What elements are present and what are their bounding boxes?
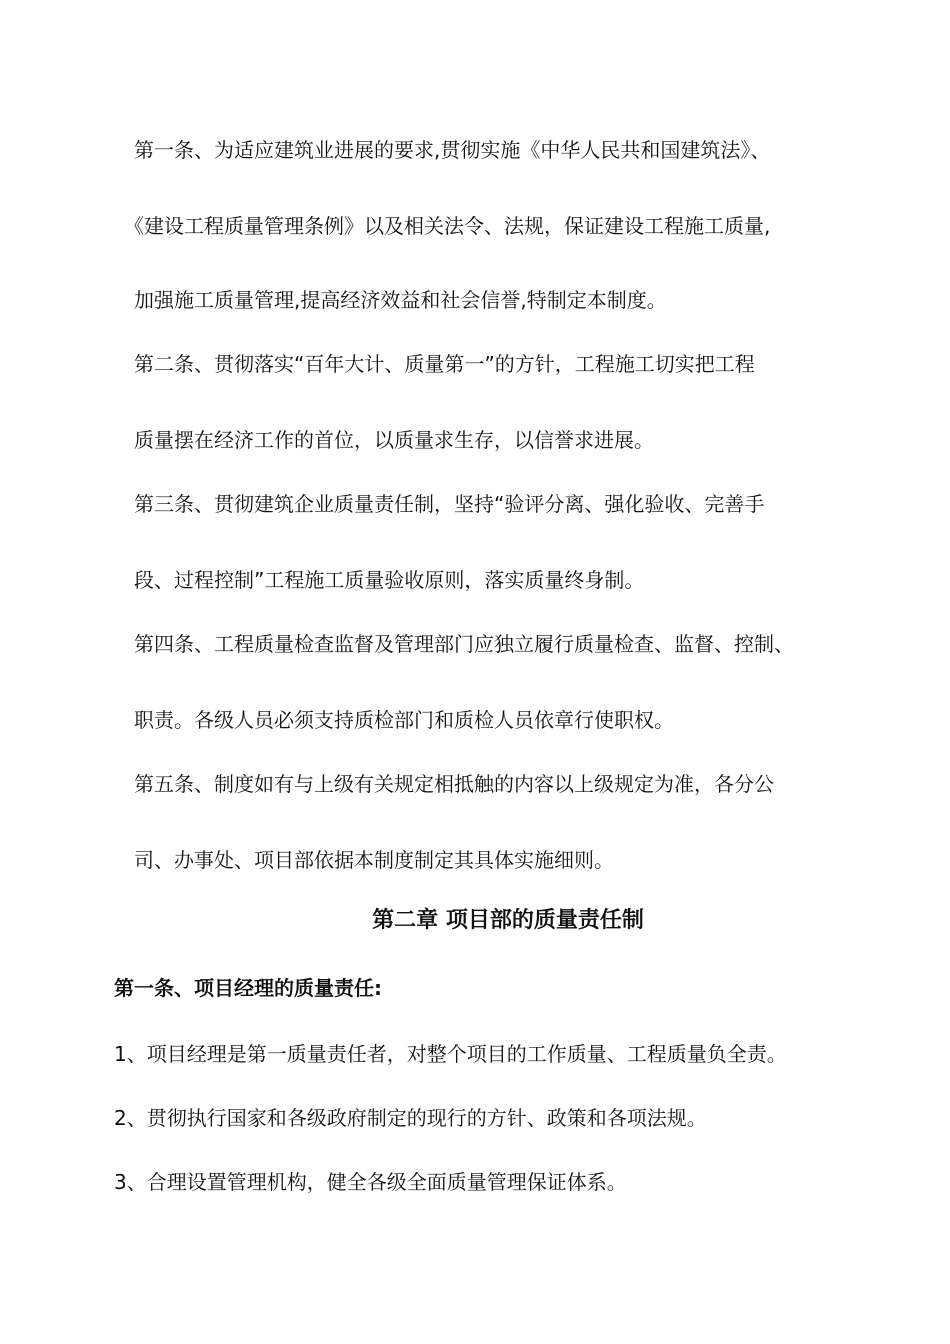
article3-line1: 第三条、贯彻建筑企业质量责任制，坚持“验评分离、强化验收、完善手: [134, 492, 765, 516]
article2-line2: 质量摆在经济工作的首位，以质量求生存，以信誉求进展。: [134, 428, 654, 452]
article3-line2: 段、过程控制”工程施工质量验收原则，落实质量终身制。: [134, 568, 645, 592]
section1-item-3: 3、合理设置管理机构，健全各级全面质量管理保证体系。: [114, 1170, 627, 1194]
section1-item-2: 2、贯彻执行国家和各级政府制定的现行的方针、政策和各项法规。: [114, 1106, 707, 1130]
section1-item-1: 1、项目经理是第一质量责任者，对整个项目的工作质量、工程质量负全责。: [114, 1042, 787, 1066]
article5-line2: 司、办事处、项目部依据本制度制定其具体实施细则。: [134, 848, 614, 872]
chapter2-title: 第二章 项目部的质量责任制: [372, 908, 644, 933]
article1-line3: 加强施工质量管理,提高经济效益和社会信誉,特制定本制度。: [134, 288, 667, 312]
article5-line1: 第五条、制度如有与上级有关规定相抵触的内容以上级规定为准，各分公: [134, 772, 774, 796]
article1-line2: 《建设工程质量管理条例》以及相关法令、法规，保证建设工程施工质量,: [124, 214, 771, 238]
article1-line1: 第一条、为适应建筑业进展的要求,贯彻实施《中华人民共和国建筑法》、: [134, 138, 771, 162]
article4-line1: 第四条、工程质量检查监督及管理部门应独立履行质量检查、监督、控制、: [134, 632, 794, 656]
article2-line1: 第二条、贯彻落实“百年大计、质量第一”的方针，工程施工切实把工程: [134, 352, 755, 376]
section1-heading: 第一条、项目经理的质量责任:: [114, 976, 382, 1000]
article4-line2: 职责。各级人员必须支持质检部门和质检人员依章行使职权。: [134, 708, 674, 732]
